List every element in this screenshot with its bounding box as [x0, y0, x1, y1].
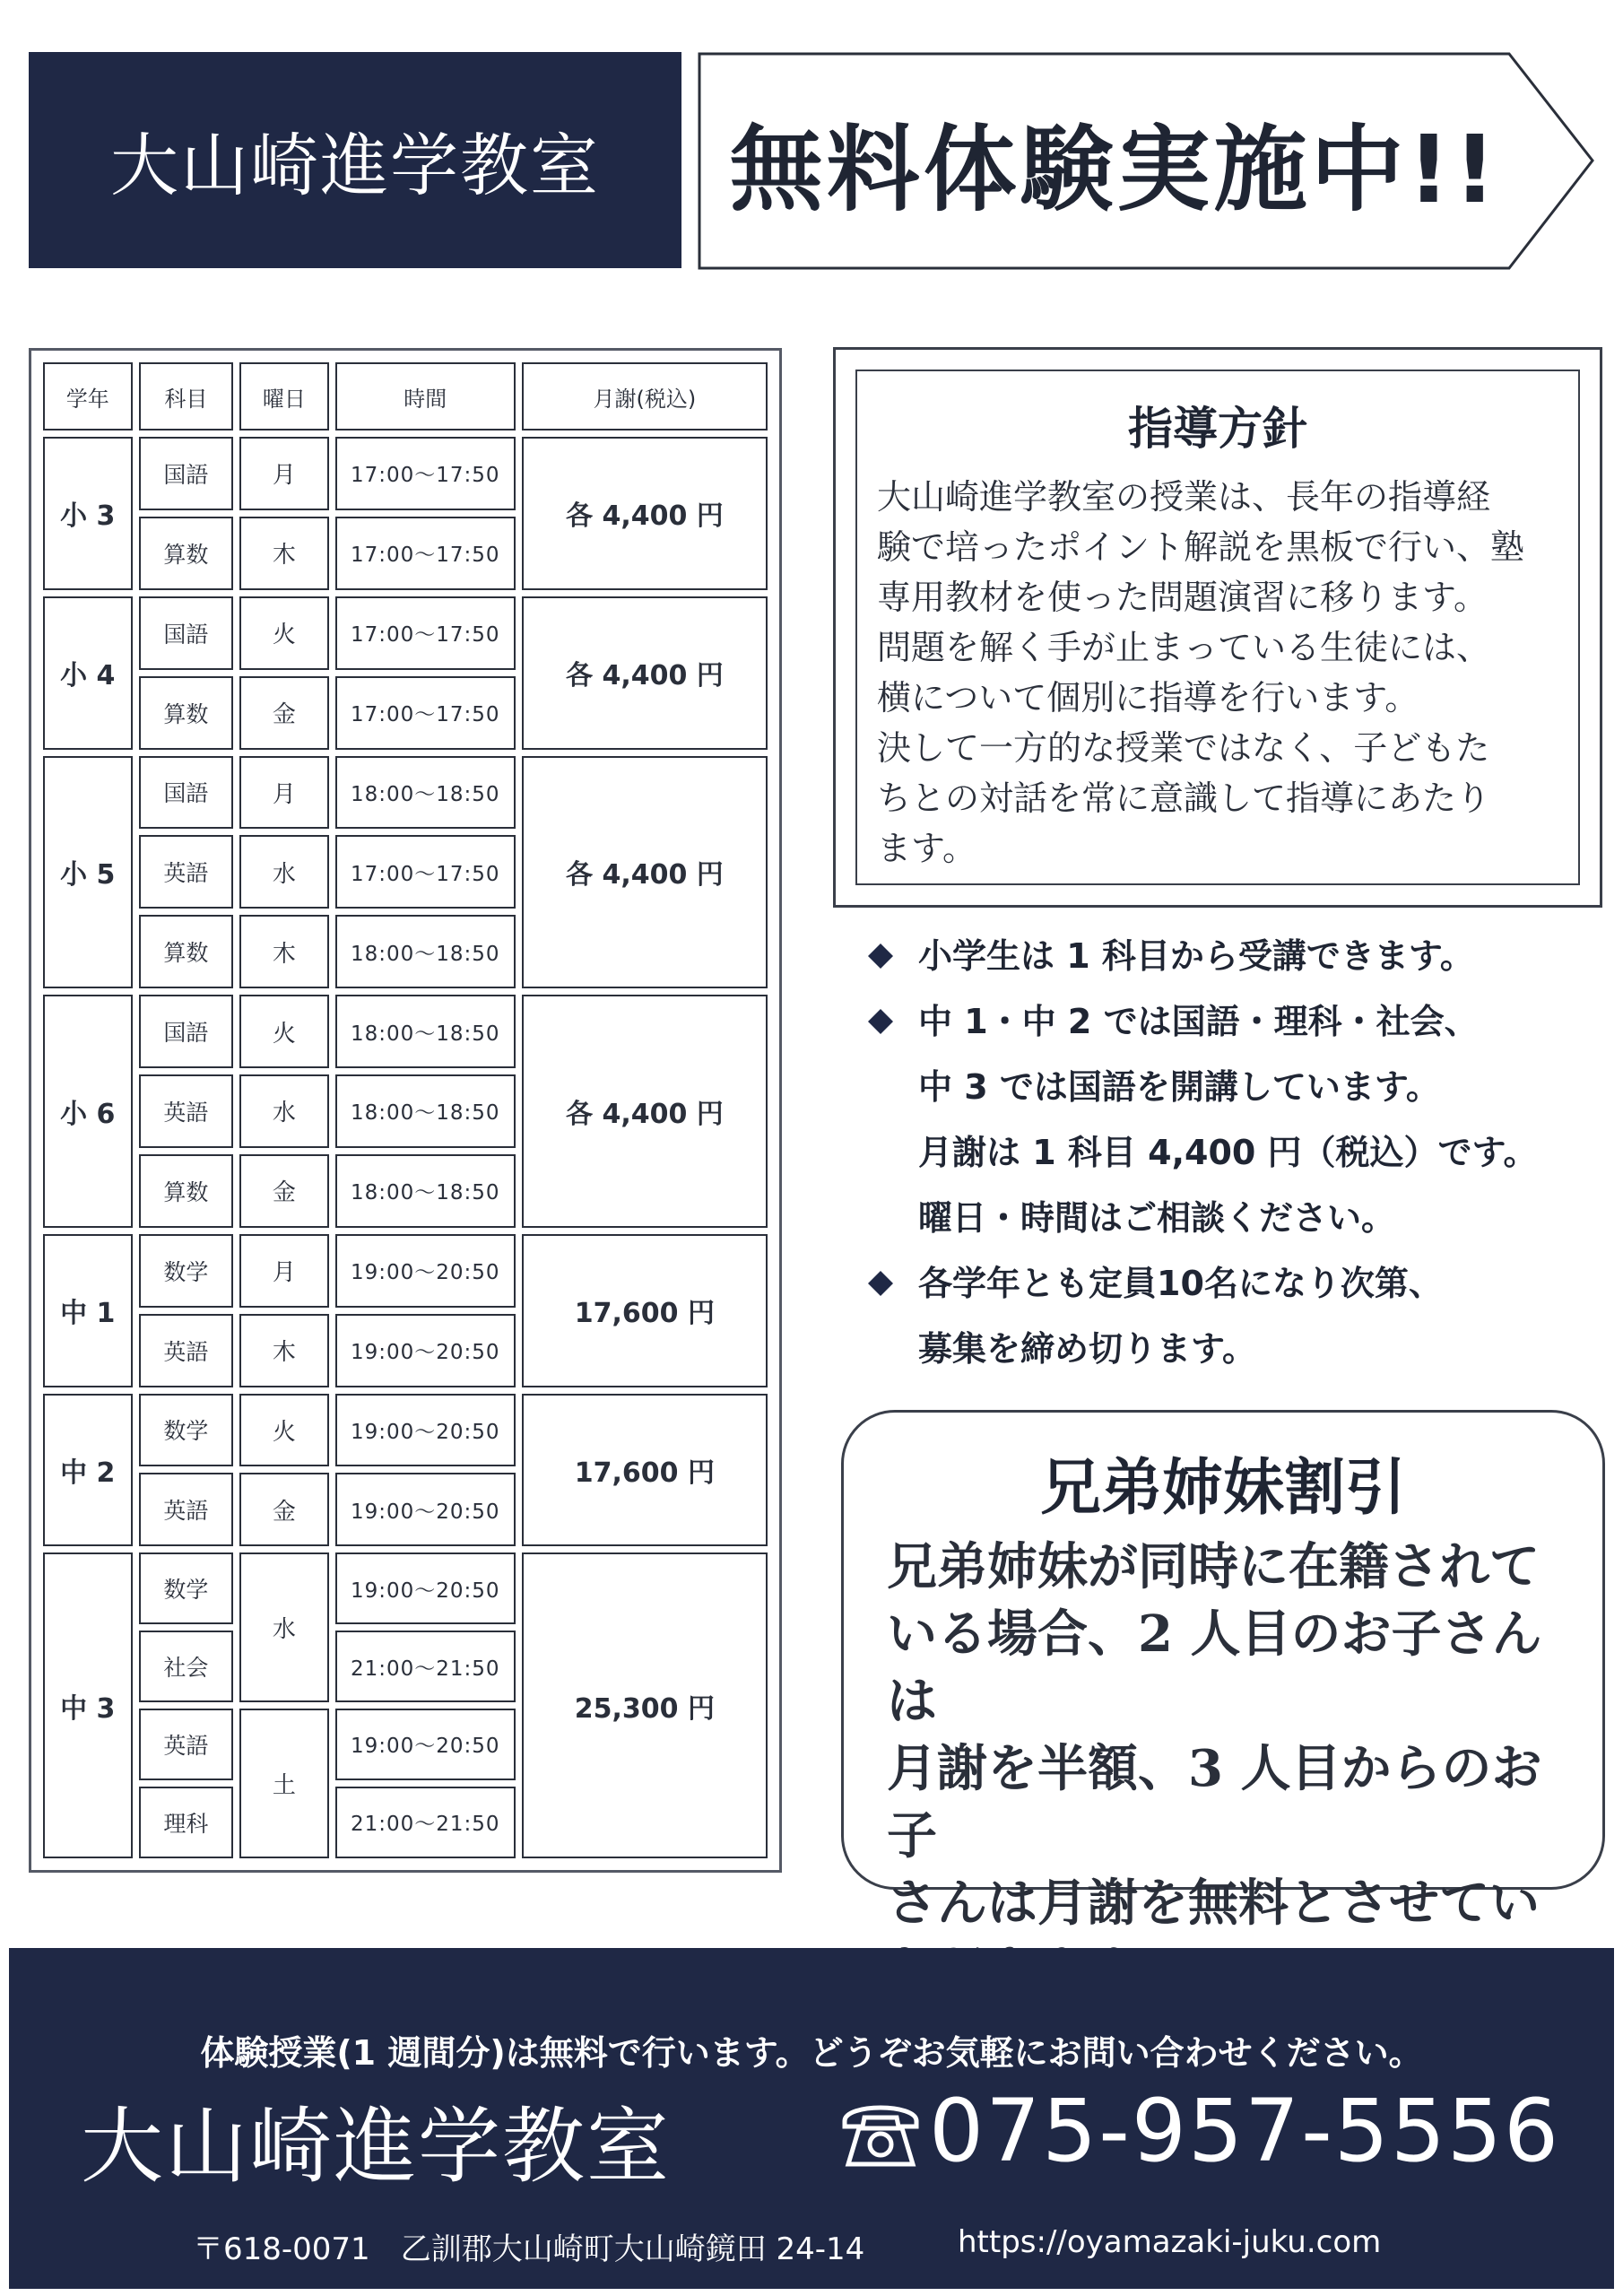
sibling-discount-title: 兄弟姉妹割引 [1039, 1453, 1406, 1524]
fee-cell: 25,300 円 [522, 1552, 768, 1858]
table-row [43, 756, 768, 830]
note-text: 募集を締め切ります。 [918, 1329, 1256, 1369]
time-cell: 19:00～20:50 [335, 1473, 516, 1546]
subject-cell: 数学 [139, 1394, 234, 1467]
day-cell: 木 [239, 1314, 329, 1387]
subject-cell: 国語 [139, 756, 234, 830]
fee-cell: 17,600 円 [522, 1234, 768, 1387]
footer-phone[interactable] [838, 2081, 1560, 2181]
subject-cell: 社会 [139, 1631, 234, 1702]
table-row [43, 596, 768, 670]
day-cell: 火 [239, 995, 329, 1068]
grade-cell: 中 3 [43, 1552, 133, 1858]
day-cell: 月 [239, 1234, 329, 1308]
phone-number[interactable]: 075-957-5556 [929, 2081, 1561, 2181]
time-cell: 21:00～21:50 [335, 1787, 516, 1858]
grade-cell: 小 5 [43, 756, 133, 989]
fee-cell: 各 4,400 円 [522, 995, 768, 1228]
footer-message: 体験授業(1 週間分)は無料で行います。どうぞお気軽にお問い合わせください。 [200, 2033, 1423, 2073]
footer-school-name: 大山崎進学教室 [81, 2099, 672, 2195]
subject-cell: 数学 [139, 1552, 234, 1624]
time-cell: 19:00～20:50 [335, 1314, 516, 1387]
fee-cell: 各 4,400 円 [522, 756, 768, 989]
subject-cell: 算数 [139, 676, 234, 750]
day-cell: 金 [239, 1473, 329, 1546]
subject-cell: 理科 [139, 1787, 234, 1858]
diamond-icon [868, 1271, 893, 1296]
header-time: 時間 [335, 362, 516, 430]
time-cell: 17:00～17:50 [335, 676, 516, 750]
fee-cell: 17,600 円 [522, 1394, 768, 1547]
subject-cell: 算数 [139, 1154, 234, 1228]
grade-cell: 小 4 [43, 596, 133, 750]
subject-cell: 英語 [139, 1314, 234, 1387]
list-item [861, 1186, 1596, 1251]
teaching-policy-box [833, 347, 1602, 908]
time-cell: 18:00～18:50 [335, 1154, 516, 1228]
note-text: 中 3 では国語を開講しています。 [918, 1067, 1440, 1107]
subject-cell: 数学 [139, 1234, 234, 1308]
day-cell: 水 [239, 1552, 329, 1702]
diamond-icon [868, 944, 893, 969]
teaching-policy-title: 指導方針 [1128, 403, 1307, 455]
list-item [861, 989, 1596, 1055]
school-title: 大山崎進学教室 [110, 126, 600, 205]
day-cell: 水 [239, 835, 329, 909]
teaching-policy-inner-frame [855, 370, 1580, 885]
teaching-policy-body: 大山崎進学教室の授業は、長年の指導経 験で培ったポイント解説を黒板で行い、塾 専用教材を使った問題演習に移ります。 問題を解く手が止まっている生徒には、 横について個別に指導を行います。 決して一方的な授業ではなく、子どもた ちとの対話を常に意識して指導にあたり ます。 [877, 477, 1525, 868]
footer-url-link[interactable]: https://oyamazaki-juku.com [958, 2224, 1382, 2260]
header-day: 曜日 [239, 362, 329, 430]
grade-cell: 小 6 [43, 995, 133, 1228]
free-trial-banner [698, 52, 1596, 270]
time-cell: 18:00～18:50 [335, 756, 516, 830]
note-text: 各学年とも定員10名になり次第、 [918, 1264, 1443, 1303]
sibling-discount-body: 兄弟姉妹が同時に在籍されて いる場合、2 人目のお子さんは 月謝を半額、3 人目からのお子 さんは月謝を無料とさせてい [887, 1537, 1542, 1933]
table-row [43, 1394, 768, 1467]
grade-cell: 中 2 [43, 1394, 133, 1547]
schedule-table [29, 348, 782, 1873]
time-cell: 18:00～18:50 [335, 915, 516, 988]
day-cell: 土 [239, 1709, 329, 1858]
diamond-icon [868, 1009, 893, 1034]
footer [9, 1948, 1614, 2289]
subject-cell: 算数 [139, 915, 234, 988]
day-cell: 月 [239, 756, 329, 830]
subject-cell: 英語 [139, 1074, 234, 1148]
day-cell: 火 [239, 596, 329, 670]
table-row [43, 995, 768, 1068]
header-fee: 月謝(税込) [522, 362, 768, 430]
table-header-row [43, 362, 768, 430]
school-title-box [29, 52, 681, 268]
notes-list [861, 924, 1596, 1382]
time-cell: 17:00～17:50 [335, 596, 516, 670]
day-cell: 金 [239, 676, 329, 750]
time-cell: 19:00～20:50 [335, 1709, 516, 1780]
list-item [861, 924, 1596, 989]
table-row [43, 437, 768, 510]
subject-cell: 国語 [139, 995, 234, 1068]
day-cell: 水 [239, 1074, 329, 1148]
list-item [861, 1055, 1596, 1120]
table-row [43, 1234, 768, 1308]
table-row [43, 1552, 768, 1624]
day-cell: 木 [239, 915, 329, 988]
footer-address: 〒618-0071 乙訓郡大山崎町大山崎鏡田 24-14 [193, 2231, 865, 2267]
note-text: 曜日・時間はご相談ください。 [918, 1198, 1396, 1238]
time-cell: 18:00～18:50 [335, 1074, 516, 1148]
subject-cell: 英語 [139, 1709, 234, 1780]
time-cell: 21:00～21:50 [335, 1631, 516, 1702]
fee-cell: 各 4,400 円 [522, 437, 768, 590]
subject-cell: 国語 [139, 596, 234, 670]
grade-cell: 小 3 [43, 437, 133, 590]
grade-cell: 中 1 [43, 1234, 133, 1387]
day-cell: 木 [239, 517, 329, 590]
banner-text: 無料体験実施中!! [729, 114, 1500, 224]
subject-cell: 英語 [139, 1473, 234, 1546]
list-item [861, 1251, 1596, 1317]
list-item [861, 1120, 1596, 1186]
time-cell: 19:00～20:50 [335, 1394, 516, 1467]
day-cell: 月 [239, 437, 329, 510]
time-cell: 17:00～17:50 [335, 437, 516, 510]
note-text: 月謝は 1 科目 4,400 円（税込）です。 [918, 1133, 1538, 1172]
fee-cell: 各 4,400 円 [522, 596, 768, 750]
day-cell: 金 [239, 1154, 329, 1228]
time-cell: 19:00～20:50 [335, 1552, 516, 1624]
time-cell: 17:00～17:50 [335, 517, 516, 590]
time-cell: 17:00～17:50 [335, 835, 516, 909]
subject-cell: 算数 [139, 517, 234, 590]
note-text: 中 1・中 2 では国語・理科・社会、 [918, 1002, 1479, 1041]
sibling-discount-box [841, 1410, 1605, 1933]
header-subject: 科目 [139, 362, 234, 430]
time-cell: 18:00～18:50 [335, 995, 516, 1068]
time-cell: 19:00～20:50 [335, 1234, 516, 1308]
phone-icon [838, 2091, 924, 2171]
subject-cell: 英語 [139, 835, 234, 909]
header-grade: 学年 [43, 362, 133, 430]
day-cell: 火 [239, 1394, 329, 1467]
note-text: 小学生は 1 科目から受講できます。 [918, 936, 1474, 976]
list-item [861, 1317, 1596, 1382]
subject-cell: 国語 [139, 437, 234, 510]
